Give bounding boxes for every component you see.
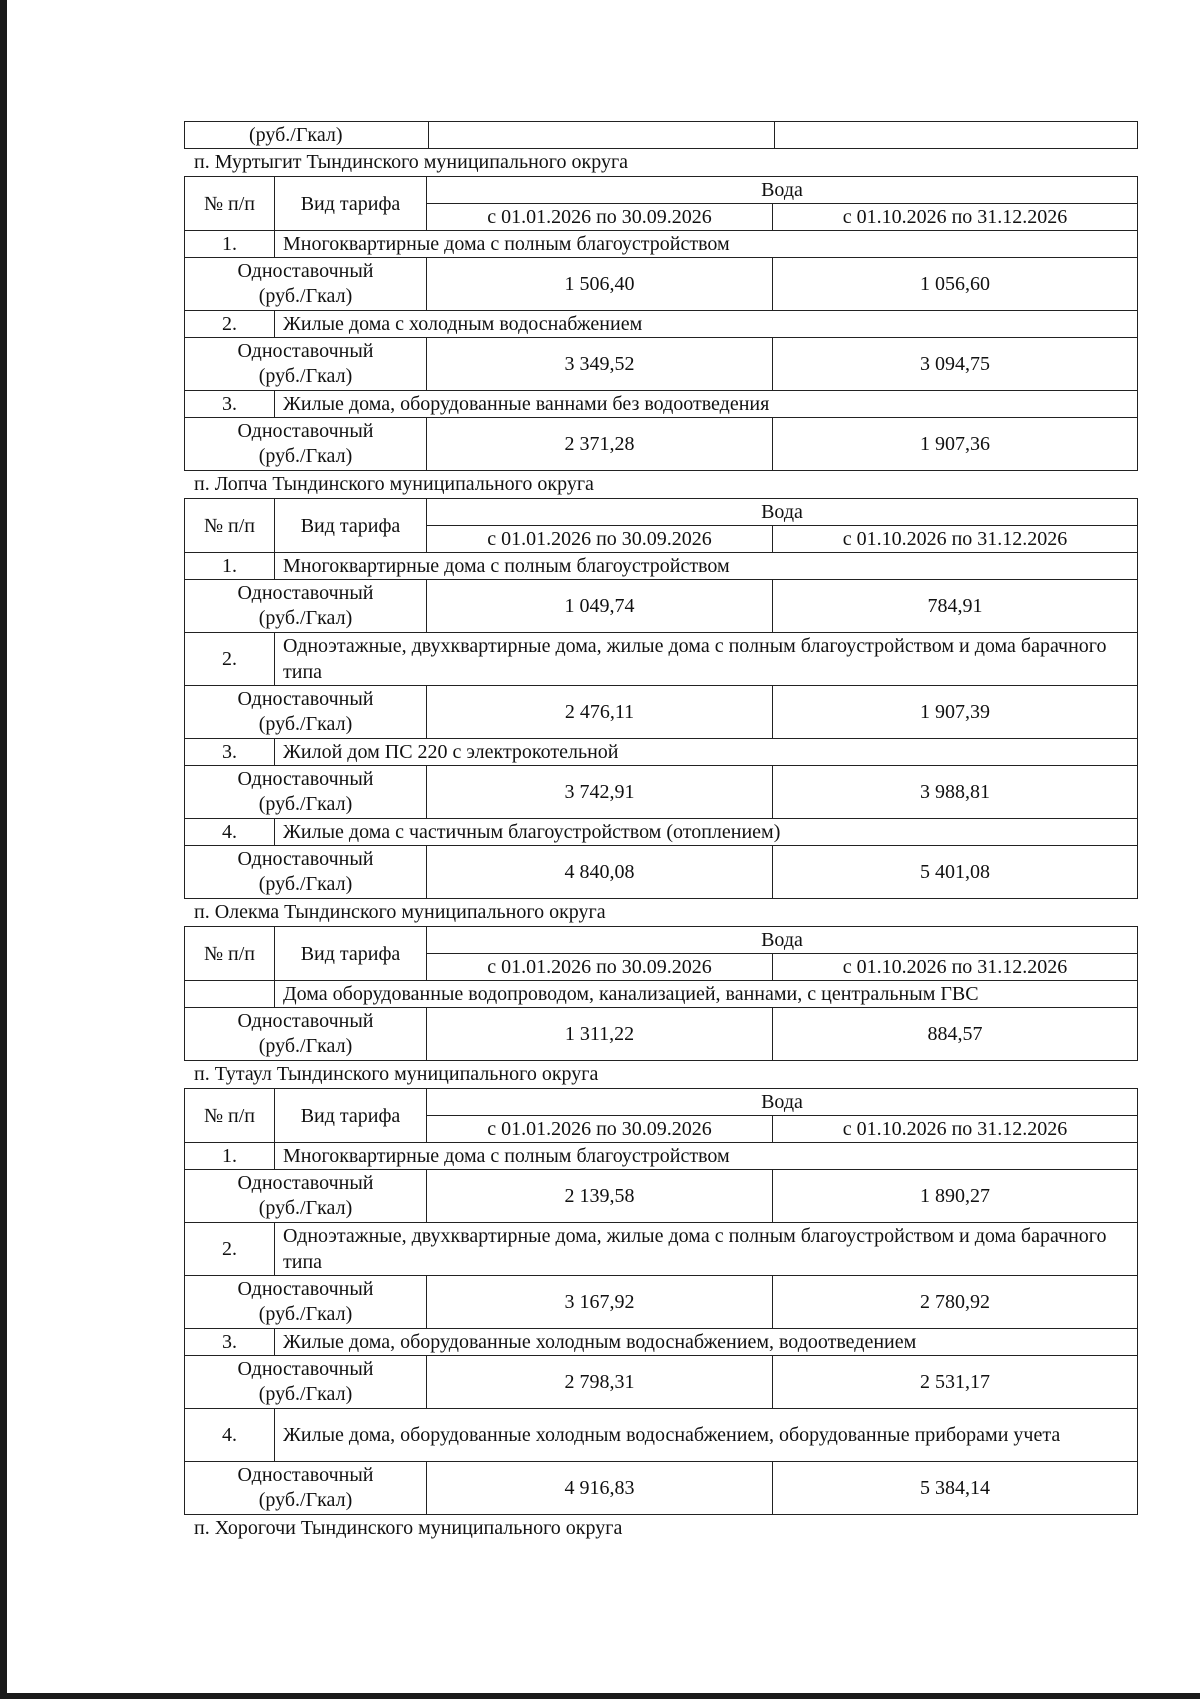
tariff-value-period-1: 1 311,22 (427, 1008, 773, 1061)
group-number: 4. (185, 1409, 275, 1462)
tariff-row (185, 258, 1138, 311)
tariff-row (185, 766, 1138, 819)
tariff-type-line: (руб./Гкал) (258, 1383, 353, 1405)
tariff-type-line: Одноставочный (237, 1010, 374, 1032)
tariff-type-cell (185, 846, 427, 899)
column-header-period-2: с 01.10.2026 по 31.12.2026 (773, 204, 1138, 231)
group-name: Одноэтажные, двухквартирные дома, жилые дома с полным благоустройством и дома барачного типа (275, 633, 1138, 686)
tariff-type-line: (руб./Гкал) (258, 1303, 353, 1325)
section-title: п. Тутаул Тындинского муниципального округа (194, 1063, 599, 1085)
consumer-group-row (185, 391, 1138, 418)
group-number: 1. (185, 1143, 275, 1170)
section-title: п. Олекма Тындинского муниципального округа (194, 901, 606, 923)
column-header-period-1: с 01.01.2026 по 30.09.2026 (427, 204, 773, 231)
tariff-type-cell (185, 338, 427, 391)
group-name: Жилые дома с частичным благоустройством (отоплением) (275, 819, 1138, 846)
group-name: Многоквартирные дома с полным благоустройством (275, 1143, 1138, 1170)
group-number: 1. (185, 553, 275, 580)
tariff-value-period-2: 784,91 (773, 580, 1138, 633)
tariff-value-period-2: 5 384,14 (773, 1462, 1138, 1515)
tariff-value-period-2: 2 531,17 (773, 1356, 1138, 1409)
header-row (185, 927, 1138, 954)
column-header-period-2: с 01.10.2026 по 31.12.2026 (773, 1116, 1138, 1143)
group-name: Жилые дома с холодным водоснабжением (275, 311, 1138, 338)
consumer-group-row (185, 633, 1138, 686)
tariff-row (185, 1276, 1138, 1329)
tariff-unit-label: (руб./Гкал) (185, 122, 429, 149)
tariff-value-period-2: 5 401,08 (773, 846, 1138, 899)
tariff-document (184, 121, 1137, 1542)
group-name: Дома оборудованные водопроводом, канализацией, ваннами, с центральным ГВС (275, 981, 1138, 1008)
tariff-type-line: (руб./Гкал) (258, 793, 353, 815)
tariff-type-line: Одноставочный (237, 420, 374, 442)
tariff-value-period-1: 1 049,74 (427, 580, 773, 633)
group-name: Жилой дом ПС 220 с электрокотельной (275, 739, 1138, 766)
tariff-value-period-2: 2 780,92 (773, 1276, 1138, 1329)
column-header-period-1: с 01.01.2026 по 30.09.2026 (427, 1116, 773, 1143)
consumer-group-row (185, 819, 1138, 846)
column-header-tariff-type: Вид тарифа (275, 1089, 427, 1143)
tariff-type-cell (185, 1008, 427, 1061)
tariff-value-period-2: 1 907,36 (773, 418, 1138, 471)
tariff-type-line: Одноставочный (237, 1464, 374, 1486)
tariff-row (185, 1008, 1138, 1061)
group-number: 3. (185, 1329, 275, 1356)
group-name: Одноэтажные, двухквартирные дома, жилые дома с полным благоустройством и дома барачного типа (275, 1223, 1138, 1276)
tariff-type-line: (руб./Гкал) (258, 607, 353, 629)
group-number: 4. (185, 819, 275, 846)
tariff-type-line: Одноставочный (237, 1278, 374, 1300)
tariff-type-line: (руб./Гкал) (258, 1489, 353, 1511)
tariff-table (184, 176, 1138, 471)
tariff-value-period-1: 2 798,31 (427, 1356, 773, 1409)
sections-container (184, 149, 1137, 1542)
tariff-type-cell (185, 766, 427, 819)
consumer-group-row (185, 231, 1138, 258)
column-header-period-2: с 01.10.2026 по 31.12.2026 (773, 526, 1138, 553)
tariff-type-cell (185, 1462, 427, 1515)
column-header-number: № п/п (185, 177, 275, 231)
section-title: п. Хорогочи Тындинского муниципального округа (194, 1517, 623, 1539)
group-number: 2. (185, 1223, 275, 1276)
column-header-number: № п/п (185, 1089, 275, 1143)
tariff-value-period-2: 1 890,27 (773, 1170, 1138, 1223)
tariff-type-line: Одноставочный (237, 768, 374, 790)
tariff-value-period-1: 2 139,58 (427, 1170, 773, 1223)
tariff-value-period-1: 4 840,08 (427, 846, 773, 899)
tariff-table (184, 926, 1138, 1061)
column-header-number: № п/п (185, 499, 275, 553)
tariff-type-cell (185, 258, 427, 311)
tariff-type-cell (185, 418, 427, 471)
tariff-row (185, 580, 1138, 633)
column-header-period-1: с 01.01.2026 по 30.09.2026 (427, 954, 773, 981)
tariff-type-line: Одноставочный (237, 260, 374, 282)
tariff-type-cell (185, 1170, 427, 1223)
tariff-type-line: (руб./Гкал) (258, 445, 353, 467)
header-row (185, 177, 1138, 204)
group-name: Многоквартирные дома с полным благоустройством (275, 231, 1138, 258)
tariff-type-line: Одноставочный (237, 1358, 374, 1380)
tariff-value-period-1: 3 167,92 (427, 1276, 773, 1329)
tariff-type-line: Одноставочный (237, 688, 374, 710)
consumer-group-row (185, 1409, 1138, 1462)
column-header-resource: Вода (427, 499, 1138, 526)
group-name: Жилые дома, оборудованные холодным водоснабжением, оборудованные приборами учета (275, 1409, 1138, 1462)
section-title: п. Муртыгит Тындинского муниципального округа (194, 151, 629, 173)
consumer-group-row (185, 981, 1138, 1008)
scan-bottom-edge (0, 1693, 1200, 1699)
tariff-row (185, 338, 1138, 391)
tariff-value-period-1: 1 506,40 (427, 258, 773, 311)
consumer-group-row (185, 553, 1138, 580)
column-header-resource: Вода (427, 927, 1138, 954)
tariff-type-line: (руб./Гкал) (258, 873, 353, 895)
tariff-row (185, 1170, 1138, 1223)
consumer-group-row (185, 311, 1138, 338)
continuation-row (185, 122, 1138, 149)
tariff-value-period-1: 3 349,52 (427, 338, 773, 391)
period-2-value (775, 122, 1138, 149)
tariff-type-cell (185, 1276, 427, 1329)
group-number: 2. (185, 633, 275, 686)
tariff-value-period-1: 4 916,83 (427, 1462, 773, 1515)
tariff-type-line: Одноставочный (237, 582, 374, 604)
section-title: п. Лопча Тындинского муниципального округа (194, 473, 594, 495)
tariff-row (185, 418, 1138, 471)
tariff-value-period-2: 3 094,75 (773, 338, 1138, 391)
tariff-type-line: Одноставочный (237, 848, 374, 870)
continuation-table (184, 121, 1138, 149)
group-name: Многоквартирные дома с полным благоустройством (275, 553, 1138, 580)
consumer-group-row (185, 1223, 1138, 1276)
tariff-type-line: Одноставочный (237, 1172, 374, 1194)
tariff-type-line: (руб./Гкал) (258, 365, 353, 387)
tariff-row (185, 1356, 1138, 1409)
tariff-type-cell (185, 1356, 427, 1409)
column-header-tariff-type: Вид тарифа (275, 499, 427, 553)
group-number: 3. (185, 739, 275, 766)
tariff-row (185, 1462, 1138, 1515)
tariff-type-line: (руб./Гкал) (258, 1035, 353, 1057)
tariff-type-line: (руб./Гкал) (258, 1197, 353, 1219)
column-header-resource: Вода (427, 177, 1138, 204)
tariff-row (185, 686, 1138, 739)
group-number: 2. (185, 311, 275, 338)
tariff-type-cell (185, 580, 427, 633)
group-number (185, 981, 275, 1008)
scan-left-edge (0, 0, 7, 1699)
tariff-value-period-1: 2 476,11 (427, 686, 773, 739)
group-number: 1. (185, 231, 275, 258)
tariff-row (185, 846, 1138, 899)
tariff-value-period-2: 1 907,39 (773, 686, 1138, 739)
column-header-resource: Вода (427, 1089, 1138, 1116)
tariff-table (184, 1088, 1138, 1515)
tariff-type-cell (185, 686, 427, 739)
column-header-number: № п/п (185, 927, 275, 981)
column-header-tariff-type: Вид тарифа (275, 177, 427, 231)
column-header-tariff-type: Вид тарифа (275, 927, 427, 981)
column-header-period-1: с 01.01.2026 по 30.09.2026 (427, 526, 773, 553)
tariff-value-period-2: 3 988,81 (773, 766, 1138, 819)
group-name: Жилые дома, оборудованные ваннами без водоотведения (275, 391, 1138, 418)
tariff-type-line: (руб./Гкал) (258, 285, 353, 307)
consumer-group-row (185, 1143, 1138, 1170)
tariff-value-period-2: 1 056,60 (773, 258, 1138, 311)
period-1-value (429, 122, 775, 149)
tariff-table (184, 498, 1138, 899)
tariff-type-line: (руб./Гкал) (258, 713, 353, 735)
header-row (185, 499, 1138, 526)
header-row (185, 1089, 1138, 1116)
consumer-group-row (185, 1329, 1138, 1356)
column-header-period-2: с 01.10.2026 по 31.12.2026 (773, 954, 1138, 981)
consumer-group-row (185, 739, 1138, 766)
group-number: 3. (185, 391, 275, 418)
tariff-value-period-2: 884,57 (773, 1008, 1138, 1061)
tariff-value-period-1: 3 742,91 (427, 766, 773, 819)
tariff-value-period-1: 2 371,28 (427, 418, 773, 471)
group-name: Жилые дома, оборудованные холодным водоснабжением, водоотведением (275, 1329, 1138, 1356)
tariff-type-line: Одноставочный (237, 340, 374, 362)
